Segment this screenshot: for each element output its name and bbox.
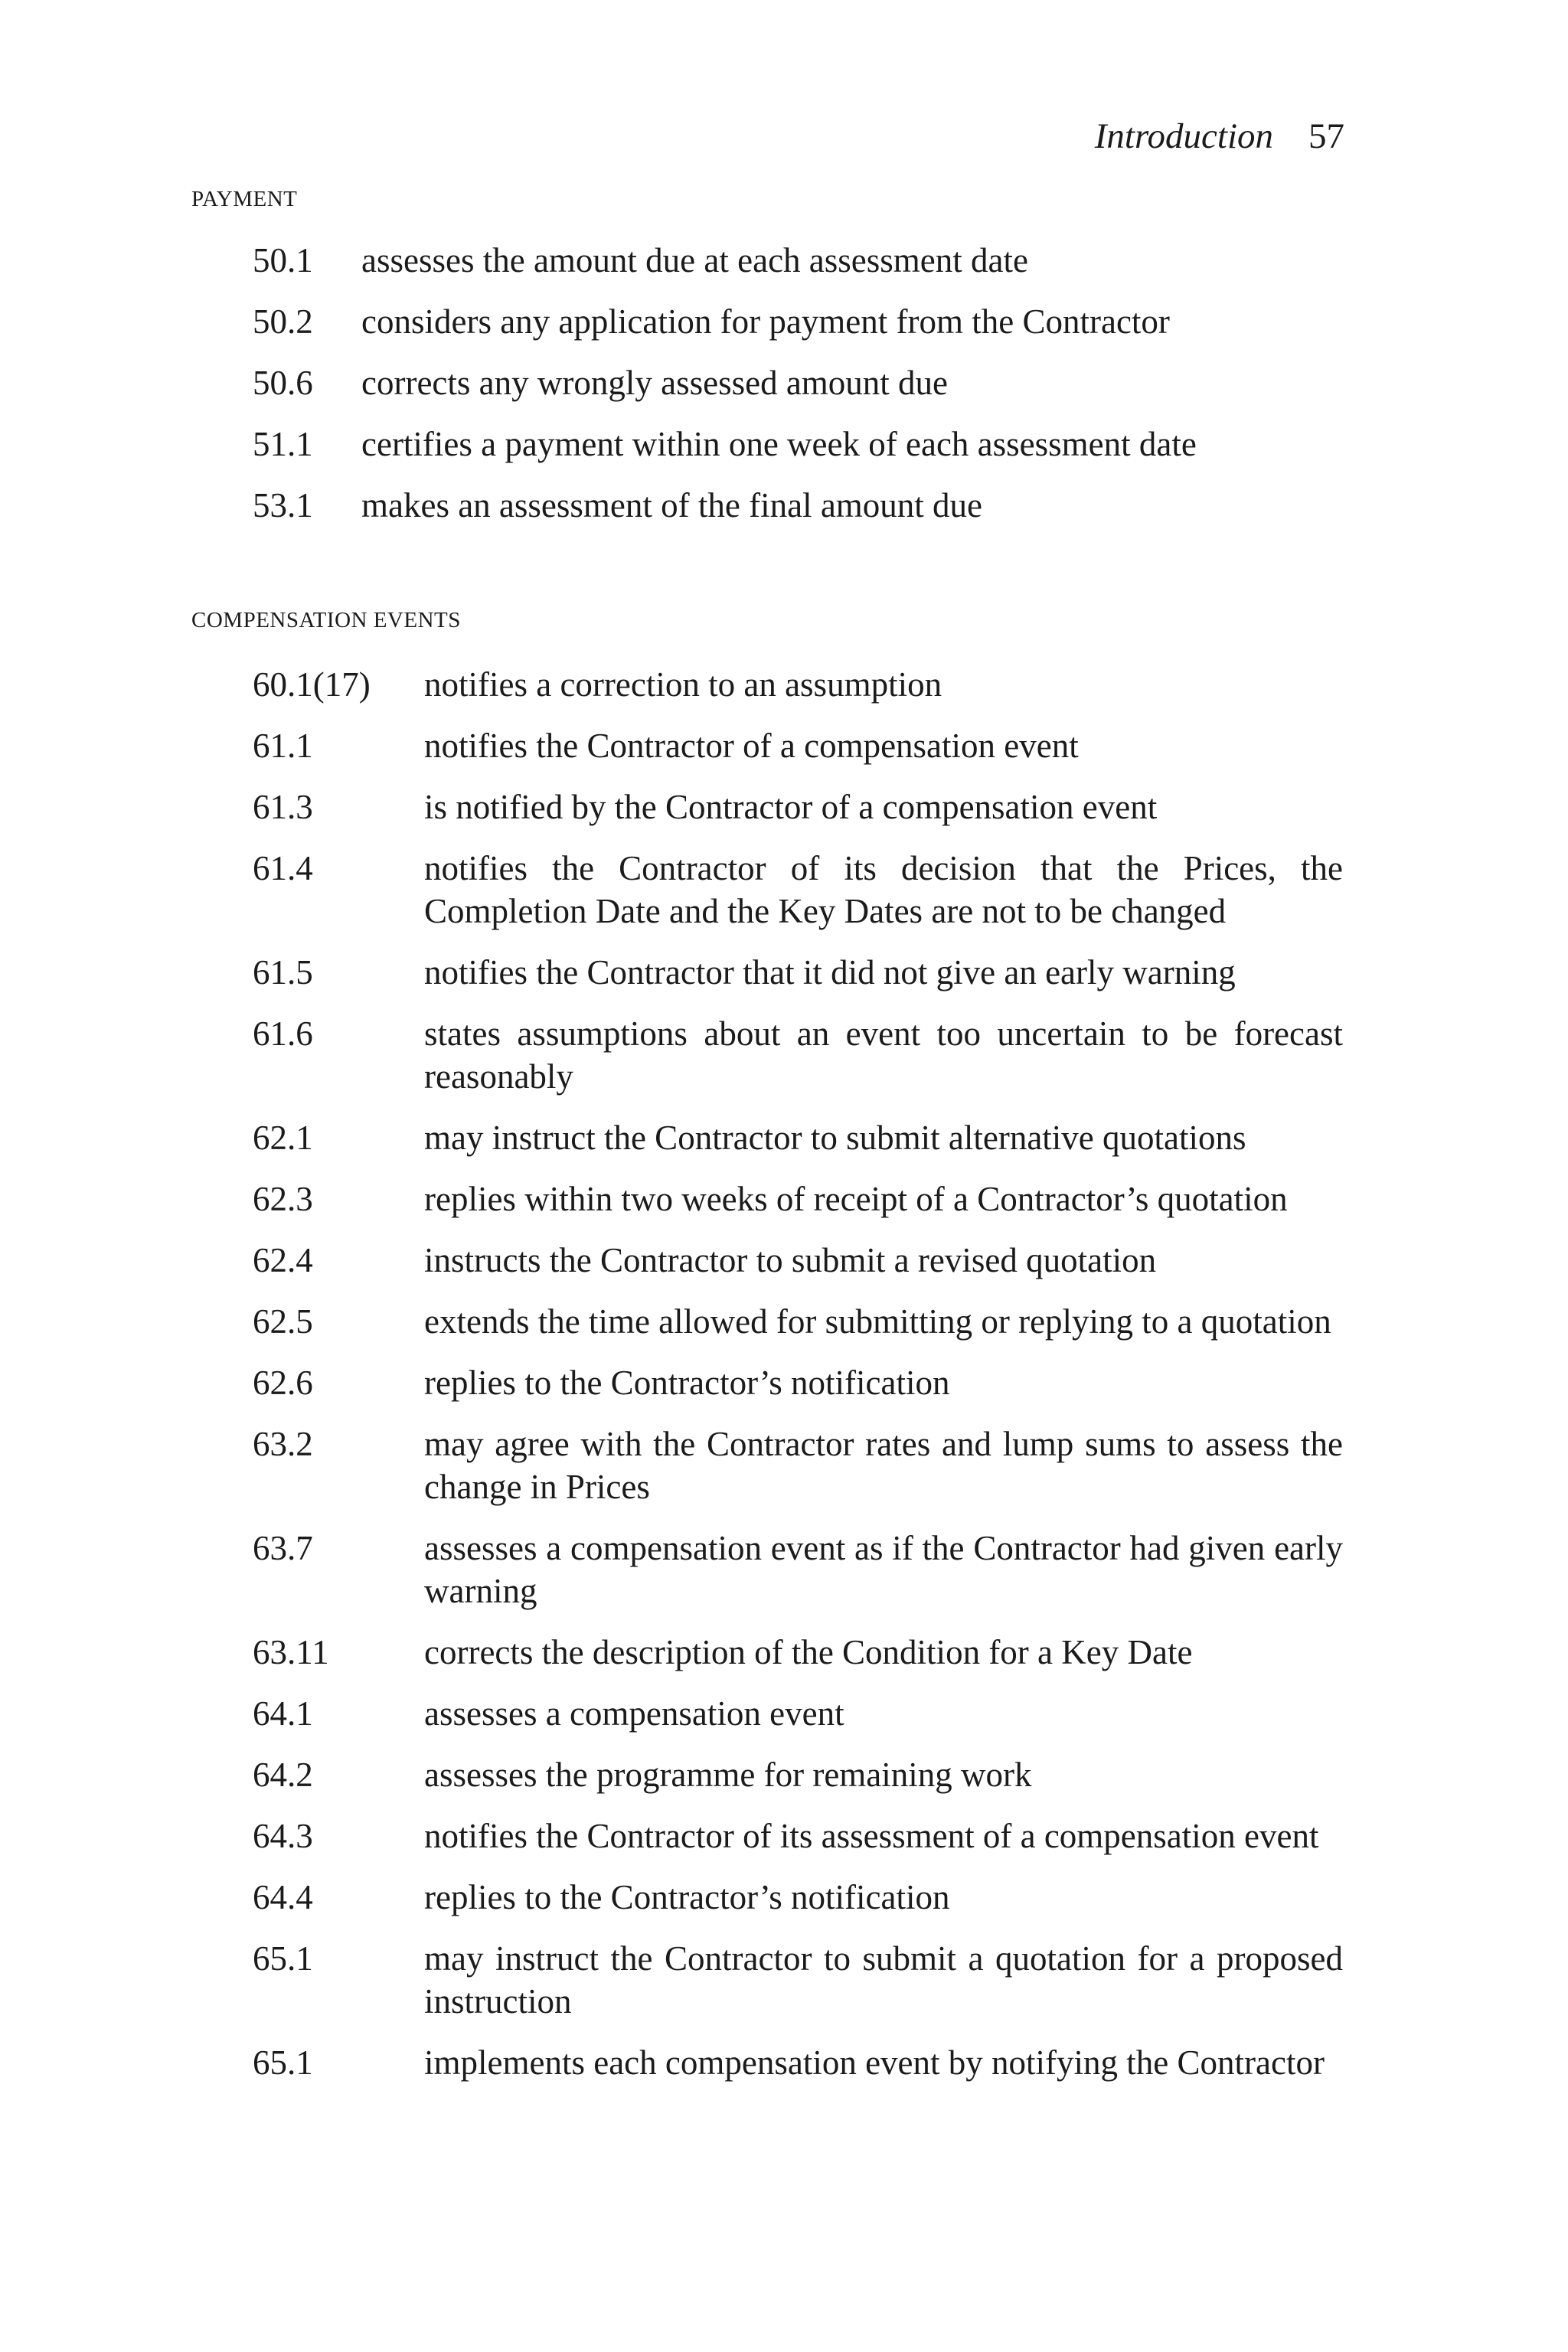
clause-description: states assumptions about an event too uncertain to be forecast reasonably [424,1014,1343,1096]
clause-row [0,951,1568,1012]
clause-number: 63.7 [253,1529,313,1567]
clause-number: 61.6 [253,1014,313,1053]
clause-number: 64.3 [253,1817,313,1855]
clause-description: makes an assessment of the final amount due [361,486,983,524]
clause-description: notifies the Contractor of a compensation event [424,727,1079,765]
clause-row [0,1116,1568,1178]
clause-description: notifies the Contractor of its assessment of a compensation event [424,1817,1319,1855]
clause-description: replies to the Contractor’s notification [424,1878,950,1916]
clause-row [0,1753,1568,1815]
clause-row [0,1239,1568,1300]
clause-description: assesses the amount due at each assessment date [361,241,1028,279]
clause-row [0,847,1568,951]
clause-number: 62.5 [253,1302,313,1341]
chapter-title: Introduction [1094,116,1273,156]
clause-description: may agree with the Contractor rates and lump sums to assess the change in Prices [424,1425,1343,1506]
clause-row [0,1300,1568,1361]
clause-description: notifies the Contractor of its decision that the Prices, the Completion Date and the Key Dates are not to be changed [424,849,1343,930]
clause-number: 50.1 [253,241,313,279]
clause-description: extends the time allowed for submitting or replying to a quotation [424,1302,1331,1341]
clause-number: 61.3 [253,788,313,826]
clause-row [0,1423,1568,1527]
clause-number: 62.3 [253,1180,313,1218]
clause-number: 61.1 [253,727,313,765]
clause-number: 65.1 [253,2043,313,2082]
clause-description: replies within two weeks of receipt of a Contractor’s quotation [424,1180,1288,1218]
clause-number: 64.1 [253,1694,313,1733]
clause-row [0,724,1568,786]
payment-clause-list [0,239,1568,545]
clause-row [0,1631,1568,1692]
clause-description: may instruct the Contractor to submit alternative quotations [424,1119,1246,1157]
clause-number: 62.6 [253,1364,313,1402]
clause-description: assesses a compensation event [424,1694,844,1733]
clause-number: 62.4 [253,1241,313,1279]
clause-number: 50.6 [253,364,313,402]
clause-number: 63.2 [253,1425,313,1463]
clause-row [0,1937,1568,2041]
payment-section-heading: PAYMENT [191,187,298,211]
clause-number: 62.1 [253,1119,313,1157]
clause-description: implements each compensation event by notifying the Contractor [424,2043,1325,2082]
clause-number: 64.2 [253,1756,313,1794]
clause-row [0,1692,1568,1753]
clause-number: 65.1 [253,1939,313,1978]
clause-row [0,1361,1568,1423]
compensation-events-section-heading: COMPENSATION EVENTS [191,608,461,632]
page-number: 57 [1308,116,1344,156]
compensation-events-clause-list [0,663,1568,2102]
clause-row [0,2041,1568,2102]
clause-description: may instruct the Contractor to submit a quotation for a proposed instruction [424,1939,1343,2020]
clause-number: 50.2 [253,302,313,341]
clause-number: 63.11 [253,1633,329,1671]
clause-row [0,1815,1568,1876]
clause-number: 61.5 [253,953,313,991]
clause-description: notifies the Contractor that it did not give an early warning [424,953,1236,991]
clause-row [0,1876,1568,1937]
clause-row [0,300,1568,361]
clause-description: corrects any wrongly assessed amount due [361,364,949,402]
clause-row [0,361,1568,423]
running-head [1095,113,1344,159]
clause-description: instructs the Contractor to submit a revised quotation [424,1241,1157,1279]
clause-description: notifies a correction to an assumption [424,665,942,704]
clause-description: certifies a payment within one week of each assessment date [361,425,1197,463]
clause-row [0,1012,1568,1116]
clause-row [0,484,1568,545]
clause-description: is notified by the Contractor of a compensation event [424,788,1158,826]
clause-row [0,786,1568,847]
clause-description: considers any application for payment from the Contractor [361,302,1170,341]
clause-number: 64.4 [253,1878,313,1916]
clause-row [0,1527,1568,1631]
clause-description: assesses the programme for remaining work [424,1756,1032,1794]
clause-number: 53.1 [253,486,313,524]
clause-number: 51.1 [253,425,313,463]
clause-description: replies to the Contractor’s notification [424,1364,950,1402]
clause-row [0,1178,1568,1239]
clause-row [0,239,1568,300]
clause-description: assesses a compensation event as if the Contractor had given early warning [424,1529,1343,1610]
clause-number: 60.1(17) [253,665,371,704]
clause-number: 61.4 [253,849,313,887]
clause-row [0,423,1568,484]
clause-row [0,663,1568,724]
clause-description: corrects the description of the Condition for a Key Date [424,1633,1193,1671]
